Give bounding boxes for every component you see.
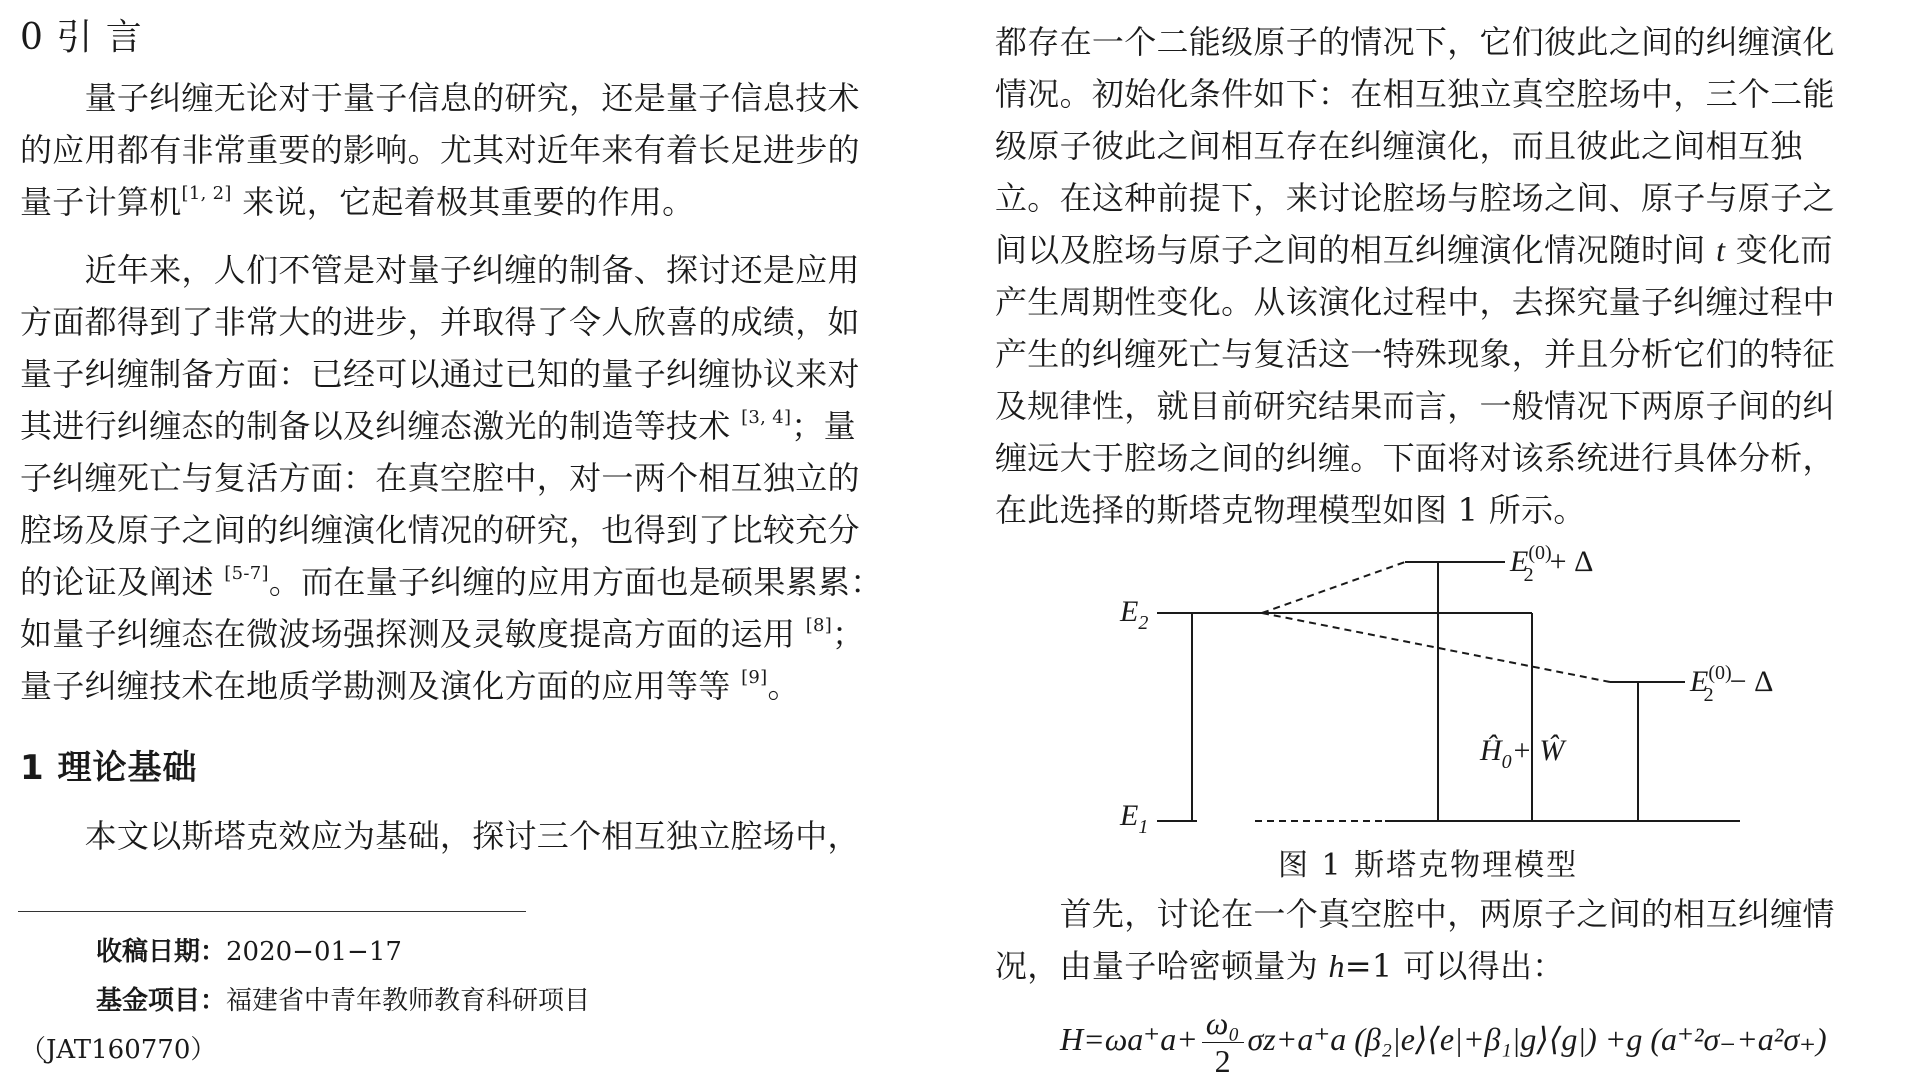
label-h0-plus-w: $Ĥ_0+$ Ŵ xyxy=(1480,734,1565,773)
stark-model-figure xyxy=(1100,535,1820,835)
paragraph-right-1 xyxy=(995,16,1895,536)
text-line: 量子纠缠无论对于量子信息的研究，还是量子信息技术 xyxy=(20,79,860,117)
text-line: 都存在一个二能级原子的情况下，它们彼此之间的纠缠演化 xyxy=(995,23,1835,61)
text-line: 量子纠缠技术在地质学勘测及演化方面的应用等等 [9]。 xyxy=(20,667,800,705)
section-0-title: 0 引 言 xyxy=(20,17,143,58)
citation[interactable]: [5-7] xyxy=(224,563,269,584)
text-line: 如量子纠缠态在微波场强探测及灵敏度提高方面的运用 [8]； xyxy=(20,615,865,653)
text-line: 在此选择的斯塔克物理模型如图 1 所示。 xyxy=(995,491,1586,529)
citation[interactable]: [8] xyxy=(805,615,833,636)
text-line: 产生周期性变化。从该演化过程中，去探究量子纠缠过程中 xyxy=(995,283,1835,321)
paragraph-intro-2 xyxy=(20,244,920,712)
hamiltonian-formula: H=ωa⁺a+ $\frac{\text{ω₀}}{2}$ σz+a⁺a (β₂|e⟩⟨e|+β₁|g⟩⟨g|) +g (a⁺²σ₋+a²σ₊) xyxy=(1060,1005,1827,1079)
citation[interactable]: [1, 2] xyxy=(181,183,232,204)
text-line: 产生的纠缠死亡与复活这一特殊现象，并且分析它们的特征 xyxy=(995,335,1835,373)
shift-down-dashed xyxy=(1262,613,1610,682)
text-line: 本文以斯塔克效应为基础，探讨三个相互独立腔场中， xyxy=(20,817,860,855)
section-1-title: 1 理论基础 xyxy=(20,748,198,788)
footnote-divider xyxy=(18,911,526,912)
text-line: 量子计算机[1, 2] 来说，它起着极其重要的作用。 xyxy=(20,183,695,221)
footnote-label: 基金项目： xyxy=(96,986,227,1016)
text-line: 的论证及阐述 [5-7]。而在量子纠缠的应用方面也是硕果累累： xyxy=(20,563,883,601)
citation[interactable]: [3, 4] xyxy=(741,407,792,428)
text-line: 子纠缠死亡与复活方面：在真空腔中，对一两个相互独立的 xyxy=(20,459,860,497)
text-line: 腔场及原子之间的纠缠演化情况的研究，也得到了比较充分 xyxy=(20,511,860,549)
text-line: 级原子彼此之间相互存在纠缠演化，而且彼此之间相互独 xyxy=(995,127,1803,165)
footnote-value: 2020−01−17 xyxy=(226,937,402,967)
label-lower-level: $E^{(0)}$ 2 − Δ xyxy=(1690,662,1774,706)
paragraph-theory-1 xyxy=(20,810,920,862)
footnote-value: 福建省中青年教师教育科研项目 xyxy=(226,986,591,1016)
text-line: 立。在这种前提下，来讨论腔场与腔场之间、原子与原子之 xyxy=(995,179,1835,217)
paragraph-right-2 xyxy=(995,888,1895,992)
figure-caption: 图 1 斯塔克物理模型 xyxy=(1278,848,1579,883)
text-line: 方面都得到了非常大的进步，并取得了令人欣喜的成绩，如 xyxy=(20,303,860,341)
text-line: 的应用都有非常重要的影响。尤其对近年来有着长足进步的 xyxy=(20,131,860,169)
text-line: 近年来，人们不管是对量子纠缠的制备、探讨还是应用 xyxy=(20,251,860,289)
footnote-label: 收稿日期： xyxy=(96,937,227,967)
label-upper-level: $E^{(0)}$ 2 + Δ xyxy=(1510,542,1594,586)
text-line: 首先，讨论在一个真空腔中，两原子之间的相互纠缠情 xyxy=(995,895,1835,933)
text-line: 量子纠缠制备方面：已经可以通过已知的量子纠缠协议来对 xyxy=(20,355,860,393)
fraction: $\frac{\text{ω₀}}{2}$ xyxy=(1202,1005,1244,1080)
text-line: 间以及腔场与原子之间的相互纠缠演化情况随时间 t 变化而 xyxy=(995,231,1833,269)
paragraph-intro-1 xyxy=(20,72,920,228)
footnote-fund-code: （JAT160770） xyxy=(20,1035,217,1065)
footnote-fund xyxy=(96,984,590,1018)
citation[interactable]: [9] xyxy=(741,667,768,688)
label-e2: $E_2$ xyxy=(1120,595,1149,634)
text-line: 况，由量子哈密顿量为 h=1 可以得出： xyxy=(995,947,1565,985)
text-line: 情况。初始化条件如下：在相互独立真空腔场中，三个二能 xyxy=(995,75,1835,113)
text-line: 缠远大于腔场之间的纠缠。下面将对该系统进行具体分析， xyxy=(995,439,1835,477)
footnote-received xyxy=(96,935,402,969)
text-line: 其进行纠缠态的制备以及纠缠态激光的制造等技术 [3, 4]；量 xyxy=(20,407,856,445)
shift-up-dashed xyxy=(1262,562,1405,613)
label-e1: $E_1$ xyxy=(1120,799,1149,835)
text-line: 及规律性，就目前研究结果而言，一般情况下两原子间的纠 xyxy=(995,387,1835,425)
